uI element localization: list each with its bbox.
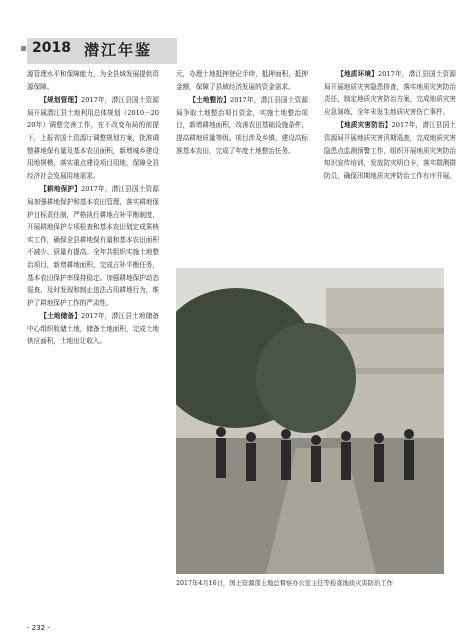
text-column-left: [27, 68, 159, 608]
page-header: [0, 38, 468, 64]
page-number: - 232 -: [27, 624, 50, 632]
section-term: 【土地整治】: [189, 96, 230, 105]
photo-caption: 2017年4月16日，国土资源部土地总督察办公室主任等检查地质灾害防治工作: [176, 580, 393, 587]
section-term: 【地质环境】: [337, 70, 378, 78]
header-marker-icon: [21, 46, 26, 51]
paragraph: 【规划管理】2017年，潜江县国土资源局开展潜江县土地利用总体规划（2010－2020年）调整完善工作，在不改变布局的前提下，上报省国土资源厅调整规划方案，批准调整耕地保有量及基本农田面积，新增城乡建设用地规模，落实重点建设项目用地，保障全县经济社会发展用地需求。: [27, 96, 159, 180]
paragraph: 【地质灾害防治】2017年，潜江县国土资源局开展地质灾害汛期巡查，完成地质灾害隐患点监测预警工作，组织开展地质灾害防治知识宣传培训，发放防灾明白卡，落实群测群防员，确保汛期地质灾害防治工作有序开展。: [324, 121, 457, 180]
photo-building-band: [326, 328, 444, 334]
text-column-middle: [176, 68, 308, 264]
inspection-photo: [176, 268, 444, 574]
section-term: 【土地储备】: [40, 312, 81, 321]
section-term: 【耕地保护】: [40, 185, 81, 194]
paragraph: 元，办理土地抵押登记手续，抵押面积，抵押金额，保障了县域经济发展的资金需求。: [176, 70, 308, 91]
section-term: 【地质灾害防治】: [337, 121, 392, 130]
paragraph: 【耕地保护】2017年，潜江县国土资源局加强耕地保护和基本农田管理，落实耕地保护目标责任制，严格执行耕地占补平衡制度，开展耕地保护专项检查和基本农田划定成果核实工作，确保全县耕地保有量和基本农田面积不减少、质量有提高。全年共组织实施土地整治项目，新增耕地面积，完成占补平衡任务，基本农田保护率保持稳定。加强耕地保护动态巡查，及时发现和制止违法占用耕地行为，维护了耕地保护工作的严肃性。: [27, 185, 159, 307]
yearbook-year: 2018: [32, 40, 71, 56]
paragraph: 源管理水平和保障能力，为全县域发展提供资源保障。: [27, 70, 159, 91]
yearbook-title: 潜江年鉴: [84, 41, 153, 59]
paragraph: 【土地储备】2017年，潜江县土地储备中心组织收储土地，储备土地面积，完成土地供应面积，土地出让收入。: [27, 312, 159, 346]
section-term: 【规划管理】: [40, 96, 81, 105]
photo-trees: [256, 323, 356, 433]
paragraph: 【土地整治】2017年，潜江县国土资源局争取土地整治项目资金，实施土地整治项目，新增耕地面积，改善农田基础设施条件，提高耕地质量等级。项目涉及乡镇，建设高标准基本农田，完成了年度土地整治任务。: [176, 96, 308, 155]
photo-scene: [176, 268, 444, 574]
paragraph: 【地质环境】2017年，潜江县国土资源局开展地质灾害隐患排查，落实地质灾害防治责任，制定地质灾害防治方案，完成地质灾害应急演练，全年未发生地质灾害伤亡事件。: [324, 70, 456, 116]
